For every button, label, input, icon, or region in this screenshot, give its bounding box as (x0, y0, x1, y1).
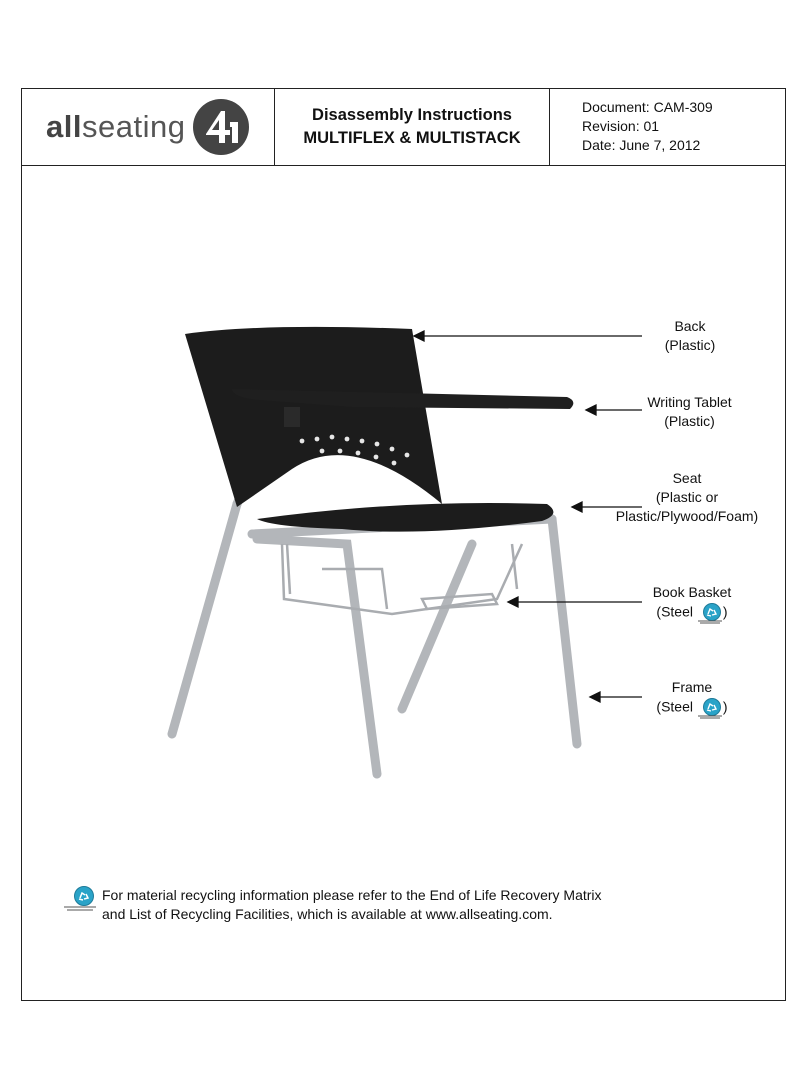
tablet-label-material: (Plastic) (664, 413, 715, 429)
document-frame (21, 88, 786, 1001)
frame-label (637, 678, 747, 719)
seat-label (607, 469, 767, 526)
frame-label-name: Frame (671, 679, 713, 695)
seat-label-material-1: (Plastic or (655, 489, 719, 505)
revision-number: Revision: 01 (582, 118, 660, 134)
recycling-note (102, 886, 602, 924)
back-label-name: Back (674, 318, 706, 334)
brand-name-rest: seating (81, 109, 186, 144)
document-number: Document: CAM-309 (582, 99, 713, 115)
chair-back (185, 327, 442, 507)
back-label (640, 317, 740, 355)
seat-label-material-2: Plastic/Plywood/Foam) (615, 508, 759, 524)
recycle-icon (62, 885, 98, 911)
recycle-icon (697, 602, 723, 624)
basket-label-material (637, 602, 747, 624)
recycling-note-line2: and List of Recycling Facilities, which is available at www.allseating.com. (102, 906, 553, 922)
chair-illustration (22, 89, 787, 1002)
document-date: Date: June 7, 2012 (582, 137, 701, 153)
back-label-material: (Plastic) (664, 337, 716, 353)
tablet-label-name: Writing Tablet (647, 394, 732, 410)
document-title: Disassembly Instructions (312, 106, 512, 124)
recycle-icon (697, 697, 723, 719)
frame-material-close: ) (722, 698, 728, 715)
frame-material-text: (Steel (656, 698, 693, 715)
basket-material-close: ) (722, 603, 728, 620)
product-title: MULTIFLEX & MULTISTACK (303, 129, 521, 147)
seat-label-name: Seat (672, 470, 702, 486)
recycling-note-line1: For material recycling information please refer to the End of Life Recovery Matrix (102, 887, 602, 903)
brand-name-bold: all (46, 109, 82, 144)
basket-material-text: (Steel (656, 603, 693, 620)
book-basket (282, 544, 522, 614)
basket-label (637, 583, 747, 624)
tablet-hinge (284, 407, 300, 427)
tablet-label (632, 393, 747, 431)
basket-label-name: Book Basket (652, 584, 732, 600)
frame-label-material (637, 697, 747, 719)
